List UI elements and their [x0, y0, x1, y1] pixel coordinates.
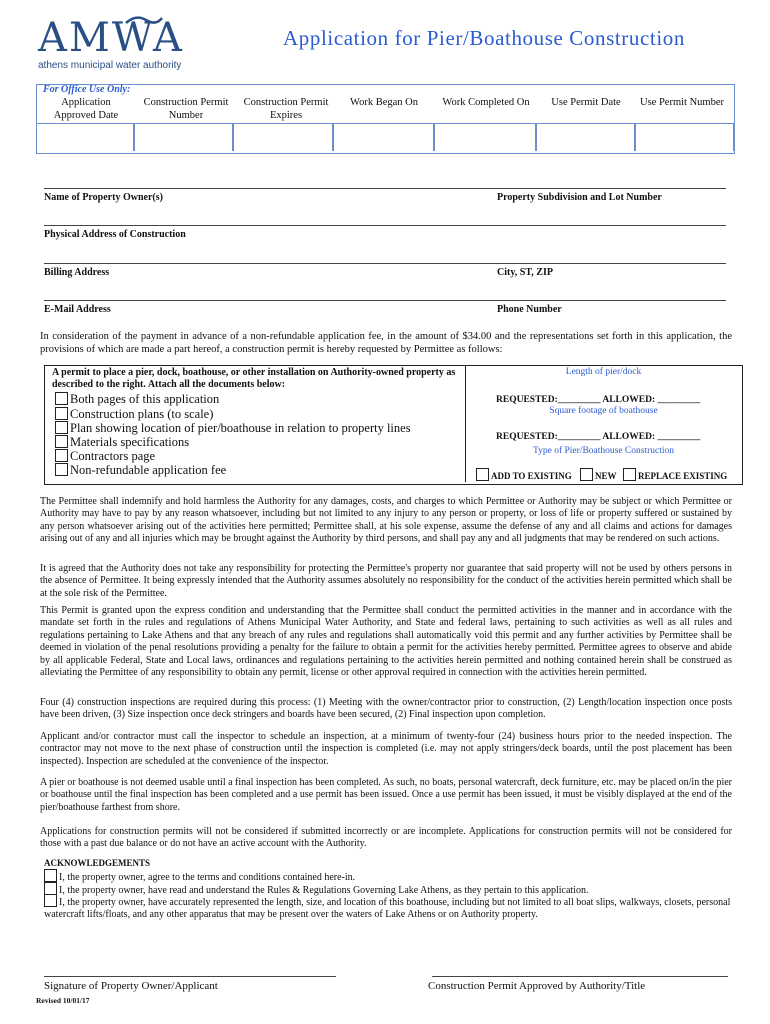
incomplete-applications-paragraph: Applications for construction permits will not be considered if submitted incorrectly or are incomplete. Applications for construction permits will not be considered for those with a past due balance or do not have an active account with the Authority. — [40, 826, 732, 850]
email-line[interactable] — [44, 300, 726, 301]
checkbox-icon[interactable] — [55, 392, 68, 405]
scheduling-paragraph: Applicant and/or contractor must call the inspector to schedule an inspection, at a minimum of twenty-four (24) business hours prior to the needed inspection. The contractor may not move to the next phase of construction until the inspection is completed (i.e. may not apply stringers/deck boards, until the post placement has been inspected). Inspection are scheduled at the convenience of the inspector. — [40, 731, 732, 767]
revision-date: Revised 10/01/17 — [36, 996, 90, 1005]
physical-address-label: Physical Address of Construction — [44, 229, 186, 240]
office-cell-approved[interactable] — [36, 123, 134, 151]
conditions-paragraph: This Permit is granted upon the express condition and understanding that the Permittee shall conduct the permitted activities in the manner and in accordance with the mandate set forth in the rules and regulations of Athens Municipal Water Authority, and State and federal laws, pertaining to such activities as well as all rules and regulations pertaining to Lake Athens and that any breach of any rules and regulations shall automatically void this permit and any further activities by Permittee shall be deemed in violation of the penal resolutions providing a penalty for the failure to obtain a permit for the activities hereby permitted. Permittee agrees to observe and abide by all applicable Federal, State and Local laws, ordinances and regulations pertaining to the activities herein permitted and nothing contained herein shall be construed as alleviating the Permittee of any responsibility to obtain any permit, license or other approval required in connection with the activities herein permitted. — [40, 605, 732, 679]
physical-address-line[interactable] — [44, 225, 726, 226]
permit-heading: A permit to place a pier, dock, boathouse, or other installation on Authority-owned property as described to the right. Attach all the documents below: — [52, 367, 456, 390]
email-label: E-Mail Address — [44, 304, 111, 315]
checkbox-icon[interactable] — [476, 468, 489, 481]
office-col-header: Construction Permit Expires — [243, 97, 329, 121]
office-col-header: Use Permit Number — [640, 97, 724, 108]
office-cell-expires[interactable] — [233, 123, 333, 151]
city-st-zip-label: City, ST, ZIP — [497, 267, 553, 278]
phone-label: Phone Number — [497, 304, 562, 315]
document-item[interactable]: Construction plans (to scale) — [55, 407, 213, 422]
office-col-header: Work Completed On — [442, 97, 530, 108]
square-requested-allowed[interactable]: REQUESTED:_________ ALLOWED: _________ — [496, 432, 701, 442]
intro-paragraph: In consideration of the payment in advance of a non-refundable application fee, in the amount of $34.00 and the representations set forth in this application, the provisions of which are made a part hereof, a construction permit is hereby requested by Permittee as follows: — [40, 331, 732, 355]
permit-box-divider — [465, 365, 466, 482]
checkbox-icon[interactable] — [44, 894, 57, 907]
authority-signature-line[interactable] — [432, 976, 728, 977]
checkbox-icon[interactable] — [623, 468, 636, 481]
length-requested-allowed[interactable]: REQUESTED:_________ ALLOWED: _________ — [496, 395, 701, 405]
responsibility-paragraph: It is agreed that the Authority does not take any responsibility for protecting the Permittee's property nor guarantee that said property will not be used by others persons in the absence of Permittee. It being expressly intended that the Authority assumes absolutely no responsibility for the conduct of the activities herein permitted which shall be at the sole risk of the Permittee. — [40, 563, 732, 599]
authority-signature-label: Construction Permit Approved by Authority/Title — [428, 980, 646, 992]
length-heading: Length of pier/dock — [565, 367, 642, 377]
checkbox-icon[interactable] — [55, 407, 68, 420]
type-new[interactable]: NEW — [580, 468, 617, 481]
logo-subtitle: athens municipal water authority — [38, 60, 182, 71]
office-cell-use-number[interactable] — [635, 123, 734, 151]
checkbox-icon[interactable] — [44, 869, 57, 882]
checkbox-icon[interactable] — [55, 449, 68, 462]
owner-signature-line[interactable] — [44, 976, 336, 977]
checkbox-icon[interactable] — [55, 435, 68, 448]
type-replace-existing[interactable]: REPLACE EXISTING — [623, 468, 727, 481]
office-cell-began[interactable] — [333, 123, 434, 151]
acknowledgement-item[interactable]: I, the property owner, have read and understand the Rules & Regulations Governing Lake Athens, as they pertain to this application. — [44, 882, 734, 897]
owner-name-line[interactable] — [44, 188, 726, 189]
document-item[interactable]: Materials specifications — [55, 435, 189, 450]
owner-name-label: Name of Property Owner(s) — [44, 192, 163, 203]
document-item[interactable]: Non-refundable application fee — [55, 463, 226, 478]
indemnify-paragraph: The Permittee shall indemnify and hold harmless the Authority for any damages, costs, and charges to which Permittee or Authority may be subject or which Permittee or Authority may have to pay by any reason whatsoever, including but not limited to any injury to any person or property, or loss of life or property suffered or sustained by any person whatsoever arising out of the activities here permitted; Permittee shall, at his sole expense, assume the defense of any and all claims and actions for damages arising out of any and all injuries which may be brought against the Authority by third persons, and shall pay any and all judgments that may be rendered on such actions. — [40, 496, 732, 545]
amwa-logo: AMWA — [38, 15, 184, 61]
type-heading: Type of Pier/Boathouse Construction — [532, 446, 675, 456]
office-cell-completed[interactable] — [434, 123, 536, 151]
acknowledgement-item[interactable]: I, the property owner, have accurately represented the length, size, and location of this boathouse, including but not limited to all boat slips, walkways, closets, personal watercraft lifts/floats, and any other apparatus that may be present over the waters of Lake Athens or on Authority property. — [44, 894, 734, 921]
office-col-header: Work Began On — [350, 97, 418, 108]
owner-signature-label: Signature of Property Owner/Applicant — [44, 980, 218, 992]
type-add-existing[interactable]: ADD TO EXISTING — [476, 468, 572, 481]
document-item[interactable]: Contractors page — [55, 449, 155, 464]
document-item[interactable]: Plan showing location of pier/boathouse in relation to property lines — [55, 421, 411, 436]
logo-wave-icon — [124, 14, 164, 26]
billing-address-label: Billing Address — [44, 267, 110, 278]
acknowledgement-item[interactable]: I, the property owner, agree to the terms and conditions contained here-in. — [44, 869, 734, 884]
acknowledgements-heading: ACKNOWLEDGEMENTS — [44, 858, 151, 868]
billing-address-line[interactable] — [44, 263, 726, 264]
subdivision-label: Property Subdivision and Lot Number — [497, 192, 662, 203]
page-title: Application for Pier/Boathouse Construction — [283, 26, 685, 50]
checkbox-icon[interactable] — [580, 468, 593, 481]
document-item[interactable]: Both pages of this application — [55, 392, 219, 407]
office-use-heading: For Office Use Only: — [43, 84, 131, 95]
square-footage-heading: Square footage of boathouse — [549, 406, 658, 416]
office-cell-use-date[interactable] — [536, 123, 635, 151]
office-col-header: Use Permit Date — [551, 97, 621, 108]
checkbox-icon[interactable] — [55, 421, 68, 434]
final-inspection-paragraph: A pier or boathouse is not deemed usable until a final inspection has been completed. As such, no boats, personal watercraft, deck furniture, etc. may be placed on/in the pier or boathouse until the final inspection has been completed and a use permit has been issued. Once a use permit has been issued, it must be visibly displayed at the end of the pier/boathouse farthest from shore. — [40, 777, 732, 813]
inspections-paragraph: Four (4) construction inspections are required during this process: (1) Meeting with the owner/contractor prior to construction, (2) Length/location inspection once posts have been driven, (3) Size inspection once deck stringers and boards have been secured, (2) Final inspection upon completion. — [40, 697, 732, 721]
office-col-header: Application Approved Date — [53, 97, 119, 121]
office-cell-permit-number[interactable] — [134, 123, 233, 151]
checkbox-icon[interactable] — [55, 463, 68, 476]
office-col-header: Construction Permit Number — [143, 97, 229, 121]
